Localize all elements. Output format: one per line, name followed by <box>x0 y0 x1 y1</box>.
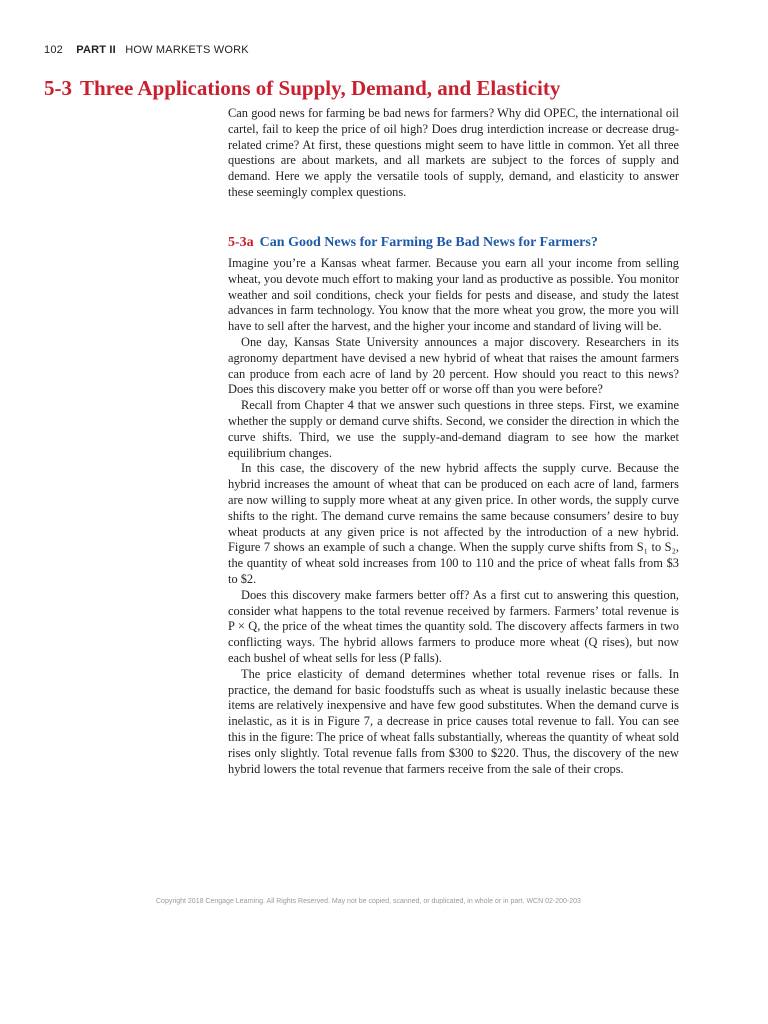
body-paragraph: Imagine you’re a Kansas wheat farmer. Because you earn all your income from selling wheat, you devote much effort to making your land as productive as possible. You monitor weather and soil conditions, check your fields for pests and disease, and study the latest advances in farm technology. You know that the more wheat you grow, the more you will have to sell after the harvest, and the higher your income and standard of living will be. <box>228 256 679 334</box>
section-intro <box>228 106 679 201</box>
body-paragraph: In this case, the discovery of the new hybrid affects the supply curve. Because the hybrid increases the amount of wheat that can be produced on each acre of land, farmers are now willing to supply more wheat at any given price. In other words, the supply curve shifts to the right. The demand curve remains the same because consumers’ desire to buy wheat products at any given price is not affected by the introduction of a new hybrid. Figure 7 shows an example of such a change. When the supply curve shifts from S₁ to S₂, the quantity of wheat sold increases from 100 to 110 and the price of wheat falls from $3 to $2. <box>228 461 679 586</box>
page-number: 102 <box>44 44 63 56</box>
section-number: 5-3 <box>44 76 72 100</box>
section-title-text: Three Applications of Supply, Demand, and Elasticity <box>80 76 561 100</box>
body-paragraph: One day, Kansas State University announces a major discovery. Researchers in its agronomy department have devised a new hybrid of wheat that raises the amount farmers can produce from each acre of land by 20 percent. How should you react to this news? Does this discovery make you better off or worse off than you were before? <box>228 334 679 397</box>
subsection-title: Can Good News for Farming Be Bad News for Farmers? <box>259 235 598 250</box>
subsection-number: 5-3a <box>228 235 254 250</box>
body-paragraph: Does this discovery make farmers better off? As a first cut to answering this question, consider what happens to the total revenue received by farmers. Farmers’ total revenue is P × Q, the price of the wheat times the quantity sold. The discovery affects farmers in two conflicting ways. The hybrid allows farmers to produce more wheat (Q rises), but now each bushel of wheat sells for less (P falls). <box>228 587 679 665</box>
body-paragraph: The price elasticity of demand determines whether total revenue rises or falls. In practice, the demand for basic foodstuffs such as wheat is usually inelastic because these items are relatively inexpensive and have few good substitutes. When the demand curve is inelastic, as it is in Figure 7, a decrease in price causes total revenue to fall. You can see this in the figure: The price of wheat falls substantially, whereas the quantity of wheat sold rises only slightly. Total revenue falls from $300 to $220. Thus, the discovery of the new hybrid lowers the total revenue that farmers receive from the sale of their crops. <box>228 666 679 776</box>
section-title <box>44 76 560 101</box>
intro-paragraph: Can good news for farming be bad news for farmers? Why did OPEC, the international oil cartel, fail to keep the price of oil high? Does drug interdiction increase or decrease drug-related crime? At first, these questions might seem to have little in common. Yet all three questions are about markets, and all markets are subject to the forces of supply and demand. Here we apply the versatile tools of supply, demand, and elasticity to answer these seemingly complex questions. <box>228 106 679 199</box>
subsection-heading <box>228 235 598 251</box>
part-label: PART II <box>76 44 116 56</box>
part-title: HOW MARKETS WORK <box>125 44 249 56</box>
body-text <box>228 256 679 777</box>
body-paragraph: Recall from Chapter 4 that we answer such questions in three steps. First, we examine whether the supply or demand curve shifts. Second, we consider the direction in which the curve shifts. Third, we use the supply-and-demand diagram to see how the market equilibrium changes. <box>228 398 679 460</box>
copyright-footer: Copyright 2018 Cengage Learning. All Rights Reserved. May not be copied, scanned, or duplicated, in whole or in part. WCN 02-200-203 <box>156 898 581 905</box>
running-head <box>44 44 249 56</box>
